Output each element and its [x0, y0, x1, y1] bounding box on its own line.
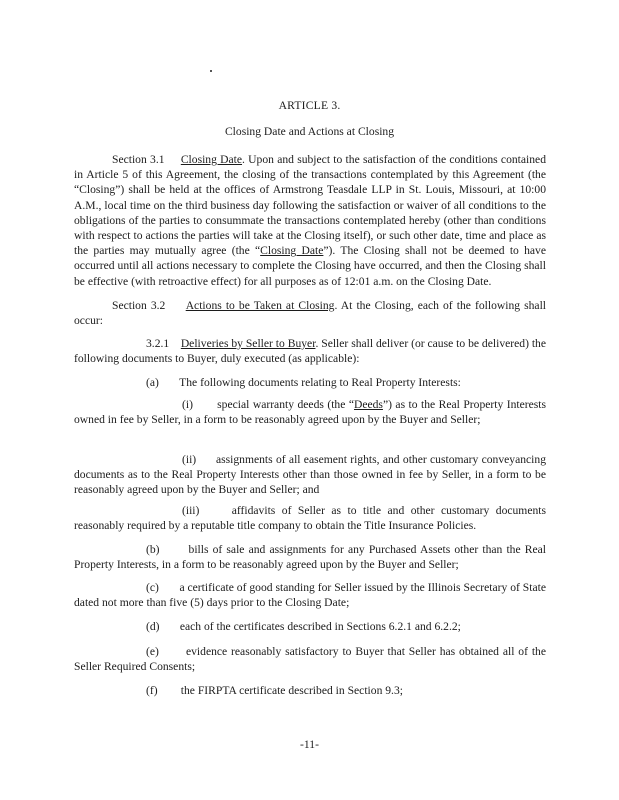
item-d: (d) each of the certificates described in Sections 6.2.1 and 6.2.2;: [146, 620, 461, 633]
defined-term: Closing Date: [260, 244, 324, 258]
item-a: (a) The following documents relating to Real Property Interests:: [146, 376, 461, 389]
page-number: -11-: [300, 738, 319, 751]
item-ii: (ii) assignments of all easement rights, and other customary conveyancing documents as to the Real Property Interests other than those owned in fee by Seller, in a form to be reasonably agreed upon by the Buyer and Seller; and: [74, 453, 546, 497]
section-number: Section 3.2: [112, 299, 166, 312]
item-iii: (iii) affidavits of Seller as to title and other customary documents reasonably required by a reputable title company to obtain the Title Insurance Policies.: [74, 504, 546, 533]
scan-mark: [210, 70, 212, 72]
defined-term: Deeds: [353, 398, 383, 411]
item-f: (f) the FIRPTA certificate described in Section 9.3;: [146, 684, 403, 697]
item-label: (d): [146, 620, 160, 633]
item-label: (ii): [182, 453, 197, 466]
item-label: (b): [146, 543, 160, 556]
item-label: (a): [146, 376, 159, 389]
section-heading: Closing Date: [180, 153, 243, 166]
item-b: (b) bills of sale and assignments for any Purchased Assets other than the Real Property Interests, in a form to be reasonably agreed upon by the Buyer and Seller;: [74, 543, 546, 572]
section-number: Section 3.1: [112, 153, 165, 166]
section-number: 3.2.1: [146, 337, 170, 350]
item-e: (e) evidence reasonably satisfactory to Buyer that Seller has obtained all of the Seller Required Consents;: [74, 645, 546, 674]
section-heading: Deliveries by Seller to Buyer: [180, 337, 316, 350]
section-3-1: Section 3.1 Closing Date. Upon and subject to the satisfaction of the conditions contained in Article 5 of this Agreement, the closing of the transactions contemplated by this Agreement (the “Closing”) shall be held at the offices of Armstrong Teasdale LLP in St. Louis, Missouri, at 10:00 A.M., local time on the third business day following the satisfaction or waiver of all conditions to the obligations of the parties to consummate the transactions contemplated hereby (other than conditions with respect to actions the parties will take at the Closing itself), or such other date, time and place as the parties may mutually agree (the “Closing Date”). The Closing shall not be deemed to have occurred until all actions necessary to complete the Closing have occurred, and then the Closing shall be effective (with retroactive effect) for all purposes as of 12:01 a.m. on the Closing Date.: [74, 153, 546, 288]
article-subtitle: Closing Date and Actions at Closing: [224, 125, 395, 138]
item-label: (c): [146, 581, 159, 594]
item-label: (iii): [182, 504, 200, 517]
item-label: (i): [182, 398, 193, 411]
section-3-2-1: 3.2.1 Deliveries by Seller to Buyer. Seller shall deliver (or cause to be delivered) the following documents to Buyer, duly executed (as applicable):: [74, 337, 546, 366]
item-c: (c) a certificate of good standing for Seller issued by the Illinois Secretary of State dated not more than five (5) days prior to the Closing Date;: [74, 581, 546, 610]
section-heading: Actions to be Taken at Closing: [185, 299, 335, 312]
item-i: (i) special warranty deeds (the “Deeds”) as to the Real Property Interests owned in fee by Seller, in a form to be reasonably agreed upon by the Buyer and Seller;: [74, 398, 546, 427]
section-3-2: Section 3.2 Actions to be Taken at Closing. At the Closing, each of the following shall occur:: [74, 299, 547, 328]
item-label: (f): [146, 684, 158, 697]
article-title: ARTICLE 3.: [278, 99, 341, 112]
item-label: (e): [146, 645, 159, 658]
